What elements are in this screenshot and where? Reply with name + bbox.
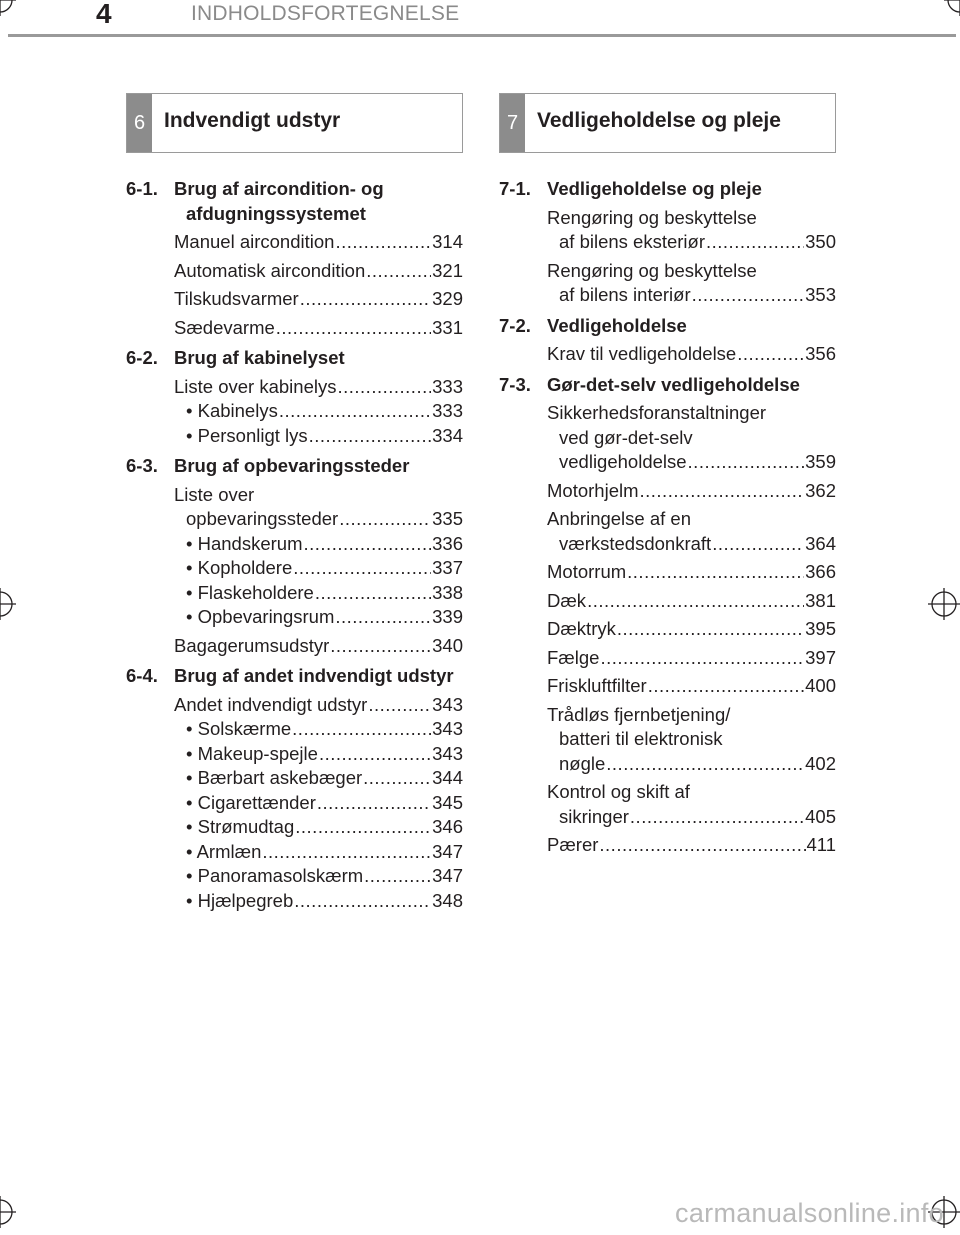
dot-leader	[309, 424, 431, 449]
page-ref: 344	[432, 767, 463, 788]
chapter-title: Brug af kabinelyset	[174, 347, 345, 368]
page-title: INDHOLDSFORTEGNELSE	[191, 2, 460, 25]
page-ref: 411	[806, 834, 836, 855]
dot-leader	[295, 815, 431, 840]
toc-entry	[547, 560, 836, 585]
page-ref: 340	[432, 634, 463, 656]
chapter-title: Brug af andet indvendigt udstyr	[174, 665, 454, 686]
chapter-number: 7-1.	[499, 178, 531, 199]
toc-chapter	[499, 177, 836, 308]
toc-subentry	[174, 717, 463, 742]
toc-chapter	[499, 314, 836, 367]
toc-entry-line	[547, 674, 836, 699]
toc-subentry	[174, 889, 463, 914]
chapter-title: Brug af opbevaringssteder	[174, 455, 410, 476]
entry-label: Trådløs fjernbetjening/	[547, 703, 731, 725]
crosshair-mark-icon	[928, 588, 960, 620]
subentry-label: • Kabinelys	[186, 400, 278, 421]
subentry-label: • Strømudtag	[186, 816, 295, 837]
entry-label: Krav til vedligeholdelse	[547, 343, 737, 364]
subentry-label: • Cigarettænder	[186, 791, 316, 813]
dot-leader	[587, 589, 804, 614]
crosshair-mark-icon	[0, 1196, 16, 1228]
dot-leader	[335, 230, 431, 255]
dot-leader	[292, 717, 431, 742]
dot-leader	[262, 840, 431, 865]
toc-entry	[174, 230, 463, 255]
toc-column-section-7	[499, 93, 836, 858]
subentry-label: • Bærbart askebæger	[186, 767, 363, 788]
dot-leader	[276, 316, 431, 341]
toc-column-section-6	[126, 93, 463, 913]
dot-leader	[364, 864, 431, 889]
toc-entry	[547, 646, 836, 671]
entry-label: Rengøring og beskyttelse	[547, 259, 757, 281]
dot-leader	[319, 742, 431, 767]
dot-leader	[315, 581, 431, 606]
chapter-number: 6-1.	[126, 178, 158, 199]
page-ref: 356	[805, 343, 836, 364]
entry-label: Motorhjelm	[547, 479, 639, 501]
page-ref: 339	[432, 606, 463, 627]
dot-leader	[606, 752, 804, 777]
subentry-label: • Armlæn	[186, 840, 262, 862]
chapter-number: 7-3.	[499, 373, 531, 395]
dot-leader	[300, 287, 431, 312]
toc-entry	[174, 287, 463, 312]
page-ref: 337	[432, 557, 463, 578]
chapter-title: Brug af aircondition- og afdugningssystemet	[174, 178, 384, 224]
toc-entry-line	[547, 283, 836, 308]
crosshair-mark-icon	[944, 0, 960, 16]
entry-label: Motorrum	[547, 561, 627, 582]
toc-entry	[174, 483, 463, 630]
toc-subentry	[174, 791, 463, 816]
page-ref: 353	[805, 284, 836, 305]
dot-leader	[648, 674, 804, 699]
toc-subentry	[174, 581, 463, 606]
toc-entry-line	[174, 634, 463, 659]
page-ref: 405	[805, 805, 836, 827]
toc-chapter	[499, 373, 836, 858]
toc-list	[499, 177, 836, 858]
section-title: Indvendigt udstyr	[164, 109, 341, 132]
dot-leader	[617, 617, 804, 642]
toc-entry	[547, 479, 836, 504]
page-ref: 335	[432, 508, 463, 529]
page-ref: 343	[432, 742, 463, 764]
dot-leader	[692, 283, 805, 308]
toc-subentry	[174, 556, 463, 581]
toc-list	[126, 177, 463, 913]
dot-leader	[366, 259, 431, 284]
entry-label: Bagagerumsudstyr	[174, 634, 330, 656]
entry-label: Manuel aircondition	[174, 231, 335, 252]
page-ref: 364	[805, 532, 836, 554]
toc-subentry	[174, 840, 463, 865]
toc-subentry	[174, 864, 463, 889]
page-ref: 350	[805, 231, 836, 252]
page-ref: 338	[432, 581, 463, 603]
entry-label: Liste over	[174, 483, 255, 505]
chapter-title: Vedligeholdelse og pleje	[547, 178, 762, 199]
toc-chapter	[126, 177, 463, 340]
toc-entry-line	[547, 589, 836, 614]
toc-entry	[174, 259, 463, 284]
dot-leader	[293, 556, 431, 581]
toc-entry	[174, 316, 463, 341]
toc-entry-line	[547, 560, 836, 585]
toc-entry-line	[547, 833, 836, 858]
dot-leader	[317, 791, 431, 816]
toc-entry-line	[174, 316, 463, 341]
dot-leader	[600, 646, 804, 671]
section-title: Vedligeholdelse og pleje	[537, 109, 781, 132]
toc-entry	[547, 589, 836, 614]
toc-entry-line	[174, 259, 463, 284]
entry-label: Fælge	[547, 646, 600, 668]
page-ref: 347	[432, 865, 463, 886]
toc-entry-line	[547, 752, 836, 777]
page-ref: 345	[432, 791, 463, 813]
subentry-label: • Panoramasolskærm	[186, 865, 364, 886]
chapter-number: 6-3.	[126, 455, 158, 476]
section-number-badge: 7	[500, 94, 525, 152]
page-header	[0, 0, 960, 40]
page-ref: 366	[805, 561, 836, 582]
chapter-number: 6-2.	[126, 347, 158, 368]
chapter-number: 7-2.	[499, 314, 531, 336]
dot-leader	[712, 532, 804, 557]
toc-entry	[174, 375, 463, 449]
toc-subentry	[174, 605, 463, 630]
page-ref: 343	[432, 693, 463, 715]
entry-label: opbevaringssteder	[186, 508, 339, 529]
crosshair-mark-icon	[0, 0, 16, 16]
toc-entry-line	[174, 507, 463, 532]
toc-chapter	[126, 454, 463, 658]
page-ref: 397	[805, 646, 836, 668]
entry-label: Pærer	[547, 834, 599, 855]
entry-label: Friskluftfilter	[547, 675, 647, 696]
dot-leader	[337, 375, 431, 400]
page-ref: 331	[432, 316, 463, 338]
toc-subentry	[174, 532, 463, 557]
dot-leader	[688, 450, 805, 475]
dot-leader	[640, 479, 805, 504]
dot-leader	[706, 230, 804, 255]
entry-label: sikringer	[559, 805, 629, 827]
subentry-label: • Hjælpegreb	[186, 889, 294, 911]
toc-entry-line	[547, 805, 836, 830]
toc-entry	[547, 259, 836, 308]
dot-leader	[304, 532, 432, 557]
page-ref: 321	[432, 259, 463, 281]
page-ref: 329	[432, 288, 463, 309]
page-ref: 346	[432, 816, 463, 837]
toc-subentry	[174, 815, 463, 840]
header-divider	[8, 34, 956, 37]
toc-entry-line	[547, 230, 836, 255]
page-ref: 334	[432, 424, 463, 446]
entry-label: Sædevarme	[174, 316, 275, 338]
subentry-label: • Makeup-spejle	[186, 742, 318, 764]
chapter-number: 6-4.	[126, 665, 158, 686]
entry-label: ved gør-det-selv	[559, 426, 693, 448]
entry-label: batteri til elektronisk	[559, 728, 723, 749]
toc-entry-line	[174, 230, 463, 255]
page-ref: 400	[805, 675, 836, 696]
subentry-label: • Solskærme	[186, 718, 292, 739]
toc-entry-line	[174, 375, 463, 400]
toc-entry	[547, 833, 836, 858]
page-ref: 333	[432, 375, 463, 397]
entry-label: Rengøring og beskyttelse	[547, 206, 757, 228]
subentry-label: • Handskerum	[186, 532, 303, 554]
crosshair-mark-icon	[0, 588, 16, 620]
entry-label: værkstedsdonkraft	[559, 532, 712, 554]
toc-entry-line	[547, 342, 836, 367]
entry-label: Andet indvendigt udstyr	[174, 693, 368, 715]
dot-leader	[363, 766, 431, 791]
toc-entry-line	[547, 479, 836, 504]
page-ref: 347	[432, 840, 463, 862]
entry-label: af bilens eksteriør	[559, 231, 705, 252]
page-ref: 343	[432, 718, 463, 739]
subentry-label: • Personligt lys	[186, 424, 308, 446]
page-ref: 359	[805, 451, 836, 472]
subentry-label: • Opbevaringsrum	[186, 606, 335, 627]
page-ref: 333	[432, 400, 463, 421]
toc-entry	[547, 206, 836, 255]
subentry-label: • Flaskeholdere	[186, 581, 314, 603]
toc-subentry	[174, 766, 463, 791]
dot-leader	[737, 342, 804, 367]
toc-entry	[547, 401, 836, 475]
page-ref: 348	[432, 889, 463, 911]
toc-subentry	[174, 399, 463, 424]
entry-label: Kontrol og skift af	[547, 781, 690, 802]
subentry-label: • Kopholdere	[186, 557, 293, 578]
toc-entry	[547, 342, 836, 367]
dot-leader	[630, 805, 804, 830]
dot-leader	[599, 833, 805, 858]
toc-entry-line	[547, 450, 836, 475]
entry-label: Anbringelse af en	[547, 508, 691, 529]
toc-chapter	[126, 664, 463, 913]
toc-entry	[174, 634, 463, 659]
entry-label: Sikkerhedsforanstaltninger	[547, 402, 767, 423]
section-header	[126, 93, 463, 153]
toc-entry	[547, 507, 836, 556]
dot-leader	[279, 399, 431, 424]
entry-label: Tilskudsvarmer	[174, 288, 299, 309]
section-number-badge: 6	[127, 94, 152, 152]
toc-entry-line	[174, 693, 463, 718]
page-ref: 362	[805, 479, 836, 501]
entry-label: Dæk	[547, 589, 587, 611]
dot-leader	[335, 605, 431, 630]
entry-label: vedligeholdelse	[559, 451, 687, 472]
toc-entry-line	[547, 617, 836, 642]
toc-entry-line	[174, 287, 463, 312]
page-ref: 395	[805, 618, 836, 639]
section-header	[499, 93, 836, 153]
toc-entry	[547, 780, 836, 829]
entry-label: Dæktryk	[547, 618, 616, 639]
toc-entry	[547, 617, 836, 642]
dot-leader	[330, 634, 431, 659]
dot-leader	[339, 507, 431, 532]
page-ref: 314	[432, 231, 463, 252]
chapter-title: Vedligeholdelse	[547, 314, 687, 336]
entry-label: Automatisk aircondition	[174, 259, 366, 281]
page-ref: 402	[805, 752, 836, 774]
entry-label: nøgle	[559, 752, 606, 774]
toc-subentry	[174, 742, 463, 767]
watermark: carmanualsonline.info	[675, 1198, 944, 1228]
toc-entry-line	[547, 646, 836, 671]
toc-entry	[547, 703, 836, 777]
toc-chapter	[126, 346, 463, 448]
entry-label: af bilens interiør	[559, 284, 691, 305]
dot-leader	[368, 693, 431, 718]
toc-entry	[547, 674, 836, 699]
dot-leader	[294, 889, 431, 914]
page-ref: 381	[805, 589, 836, 611]
dot-leader	[627, 560, 804, 585]
toc-entry	[174, 693, 463, 914]
page-number: 4	[96, 0, 112, 29]
toc-subentry	[174, 424, 463, 449]
entry-label: Liste over kabinelys	[174, 375, 337, 397]
page-ref: 336	[432, 532, 463, 554]
chapter-title: Gør-det-selv vedligeholdelse	[547, 373, 800, 395]
toc-entry-line	[547, 532, 836, 557]
